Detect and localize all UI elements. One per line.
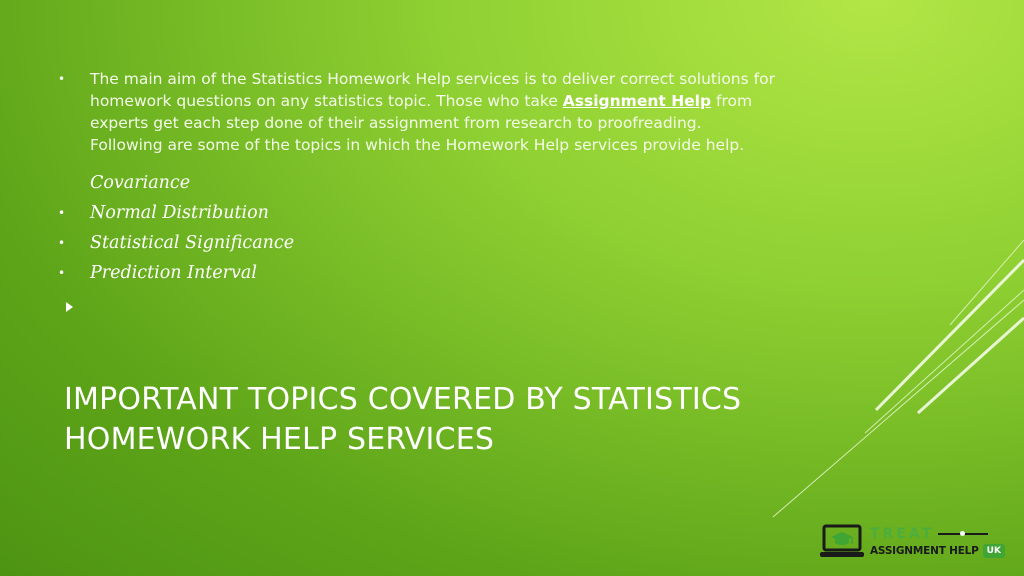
logo-text — [870, 526, 1005, 558]
topic-list — [58, 168, 778, 322]
logo-sub-line — [870, 544, 1005, 558]
deco-line-thick-b — [918, 318, 1024, 413]
logo-uk-badge: UK — [983, 544, 1005, 558]
topic-label: Normal Distribution — [90, 203, 269, 223]
logo-brand: TREAT — [870, 526, 935, 542]
deco-line-thin-a — [865, 290, 1024, 433]
play-arrow-icon — [66, 302, 73, 312]
topic-item — [58, 168, 778, 198]
topic-label: Prediction Interval — [90, 263, 257, 283]
bullet: • — [58, 72, 66, 86]
bullet: • — [58, 236, 66, 250]
topic-label: Covariance — [90, 173, 191, 193]
logo-dash — [938, 533, 988, 535]
slide-title: IMPORTANT TOPICS COVERED BY STATISTICS HOMEWORK HELP SERVICES — [64, 382, 742, 457]
deco-line-long — [773, 300, 1024, 517]
topic-item — [58, 228, 778, 258]
treat-assignment-help-logo — [820, 521, 1012, 563]
intro-text-before: The main aim of the Statistics Homework Help services is to deliver correct solutions for homework questions on any statistics topic. Those who take — [90, 70, 775, 110]
laptop-graduation-cap-icon — [820, 524, 864, 560]
arrow-bullet-row — [58, 292, 778, 322]
topic-item — [58, 258, 778, 288]
logo-subtitle: ASSIGNMENT HELP — [870, 545, 979, 557]
bullet: • — [58, 266, 66, 280]
logo-brand-line — [870, 526, 1005, 542]
bullet: • — [58, 206, 66, 220]
deco-line-thin-b — [950, 240, 1024, 325]
content-area — [58, 68, 778, 322]
assignment-help-link[interactable]: Assignment Help — [562, 92, 712, 110]
deco-line-thick — [876, 260, 1024, 410]
intro-text — [90, 68, 778, 156]
intro-paragraph — [58, 68, 778, 156]
topic-label: Statistical Significance — [90, 233, 295, 253]
topic-item — [58, 198, 778, 228]
intro-text-after: from experts get each step done of their assignment from research to proofreading. Following are some of the topics in which the Homework Help services provide help. — [90, 92, 753, 154]
